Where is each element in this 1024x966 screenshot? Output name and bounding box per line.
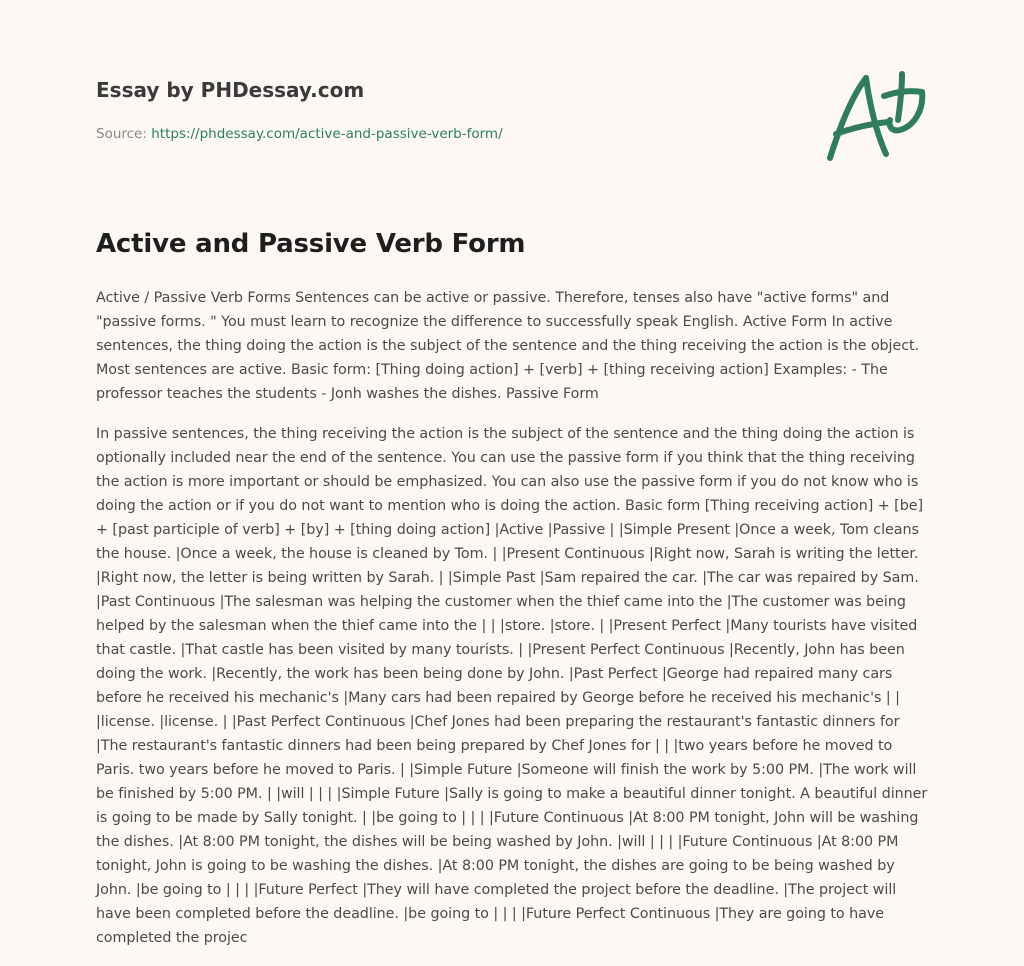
a-plus-logo-icon [820,66,930,166]
site-title: Essay by PHDessay.com [96,78,365,102]
source-link[interactable]: https://phdessay.com/active-and-passive-verb-form/ [151,126,503,142]
page-header [96,76,796,144]
body-paragraph: Active / Passive Verb Forms Sentences can be active or passive. Therefore, tenses also have "active forms" and "passive forms. " You must learn to recognize the difference to successfully speak English. Active Form In active sentences, the thing doing the action is the subject of the sentence and the thing receiving the action is the object. Most sentences are active. Basic form: [Thing doing action] + [verb] + [thing receiving action] Examples: - The professor teaches the students - Jonh washes the dishes. Passive Form [96,290,920,402]
document-body [96,286,930,966]
document-title: Active and Passive Verb Form [96,229,526,259]
source-line [96,124,796,144]
body-paragraph: In passive sentences, the thing receiving the action is the subject of the sentence and the thing doing the action is optionally included near the end of the sentence. You can use the passive form if you think that the thing receiving the action is more important or should be emphasized. You can also use the passive form if you do not know who is doing the action or if you do not want to mention who is doing the action. Basic form [Thing receiving action] + [be] + [past participle of verb] + [by] + [thing doing action] |Active |Passive | |Simple Present |Once a week, Tom cleans the house. |Once a week, the house is cleaned by Tom. | |Present Continuous |Right now, Sarah is writing the letter. |Right now, the letter is being written by Sarah. | |Simple Past |Sam repaired the car. |The car was repaired by Sam. |Past Continuous |The salesman was helping the customer when the thief came into the |The customer was being helped by the salesman when the thief came into the | | |store. |store. | |Present Perfect |Many tourists have visited that castle. |That castle has been visited by many tourists. | |Present Perfect Continuous |Recently, John has been doing the work. |Recently, the work has been being done by John. |Past Perfect |George had repaired many cars before he received his mechanic's |Many cars had been repaired by George before he received his mechanic's | | |license. |license. | |Past Perfect Continuous |Chef Jones had been preparing the restaurant's fantastic dinners for |The restaurant's fantastic dinners had been being prepared by Chef Jones for | | |two years before he moved to Paris. two years before he moved to Paris. | |Simple Future |Someone will finish the work by 5:00 PM. |The work will be finished by 5:00 PM. | |will | | | |Simple Future |Sally is going to make a beautiful dinner tonight. A beautiful dinner is going to be made by Sally tonight. | |be going to | | | |Future Continuous |At 8:00 PM tonight, John will be washing the dishes. |At 8:00 PM tonight, the dishes will be being washed by John. |will | | | |Future Continuous |At 8:00 PM tonight, John is going to be washing the dishes. |At 8:00 PM tonight, the dishes are going to be being washed by John. |be going to | | | |Future Perfect |They will have completed the project before the deadline. |The project will have been completed before the deadline. |be going to | | | |Future Perfect Continuous |They are going to have completed the projec [96,426,928,946]
source-label: Source: [96,126,152,142]
